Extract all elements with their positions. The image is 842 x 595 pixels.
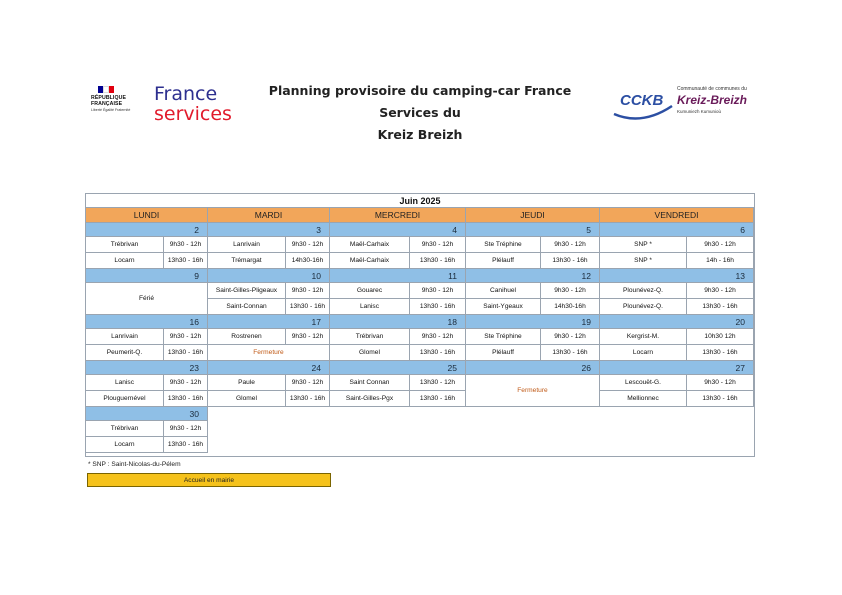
date-cell: 10 xyxy=(208,269,330,283)
slot-hours: 13h30 - 16h xyxy=(286,391,330,407)
slot-place: Plélauff xyxy=(466,253,541,269)
date-cell: 13 xyxy=(600,269,754,283)
slot-place: Trébrivan xyxy=(330,329,410,345)
slot-hours: 13h30 - 16h xyxy=(164,345,208,361)
slot-place: Rostrenen xyxy=(208,329,286,345)
cckb-line2: Kreiz-Breizh xyxy=(677,93,748,107)
slot-hours: 9h30 - 12h xyxy=(286,375,330,391)
slot-place: Mellionnec xyxy=(600,391,687,407)
slot-hours: 13h30 - 16h xyxy=(687,345,754,361)
slot-place: Canihuel xyxy=(466,283,541,299)
legend-accueil-en-mairie: Accueil en mairie xyxy=(87,473,331,487)
slot-place: Lanrivain xyxy=(208,237,286,253)
slot-hours: 9h30 - 12h xyxy=(687,375,754,391)
slot-hours: 13h30 - 12h xyxy=(410,375,466,391)
slot-place: Saint Connan xyxy=(330,375,410,391)
slot-place: Ste Tréphine xyxy=(466,237,541,253)
slot-hours: 10h30 12h xyxy=(687,329,754,345)
slot-hours: 9h30 - 12h xyxy=(164,237,208,253)
calendar-month-title: Juin 2025 xyxy=(86,194,754,208)
date-cell: 5 xyxy=(466,223,600,237)
slot-hours: 13h30 - 16h xyxy=(164,437,208,453)
slot-hours: 14h - 16h xyxy=(687,253,754,269)
slot-place: Lanisc xyxy=(86,375,164,391)
fermeture-cell: Fermeture xyxy=(466,375,600,407)
slot-place: Gouarec xyxy=(330,283,410,299)
slot-place: Plélauff xyxy=(466,345,541,361)
slot-hours: 13h30 - 16h xyxy=(410,299,466,315)
date-cell: 23 xyxy=(86,361,208,375)
slot-place: Saint-Gilles-Pligeaux xyxy=(208,283,286,299)
page-title-line1: Planning provisoire du camping-car France Services du xyxy=(268,83,572,120)
republique-label: RÉPUBLIQUE FRANÇAISE xyxy=(91,95,127,107)
slot-hours: 9h30 - 12h xyxy=(410,283,466,299)
cckb-logo xyxy=(612,84,762,124)
slot-place: Plounévez-Q. xyxy=(600,299,687,315)
slot-place: Ste Tréphine xyxy=(466,329,541,345)
slot-place: Peumerit-Q. xyxy=(86,345,164,361)
slot-hours: 9h30 - 12h xyxy=(286,237,330,253)
slot-hours: 9h30 - 12h xyxy=(164,421,208,437)
france-services-word2: services xyxy=(154,103,232,125)
slot-hours: 14h30-16h xyxy=(286,253,330,269)
slot-place: Plounévez-Q. xyxy=(600,283,687,299)
slot-place: Paule xyxy=(208,375,286,391)
day-header-lundi: LUNDI xyxy=(86,208,208,223)
slot-hours: 9h30 - 12h xyxy=(687,283,754,299)
fermeture-cell: Fermeture xyxy=(208,345,330,361)
slot-place: Lanisc xyxy=(330,299,410,315)
slot-place: Saint-Connan xyxy=(208,299,286,315)
slot-hours: 13h30 - 16h xyxy=(164,253,208,269)
slot-place: Glomel xyxy=(330,345,410,361)
date-cell: 2 xyxy=(86,223,208,237)
slot-place: SNP * xyxy=(600,253,687,269)
date-cell: 24 xyxy=(208,361,330,375)
slot-hours: 9h30 - 12h xyxy=(410,237,466,253)
slot-hours: 9h30 - 12h xyxy=(286,329,330,345)
slot-place: Lanrivain xyxy=(86,329,164,345)
ferie-cell: Férié xyxy=(86,283,208,315)
slot-place: Saint-Ygeaux xyxy=(466,299,541,315)
slot-hours: 9h30 - 12h xyxy=(541,329,600,345)
date-cell: 19 xyxy=(466,315,600,329)
slot-hours: 9h30 - 12h xyxy=(541,237,600,253)
slot-hours: 9h30 - 12h xyxy=(410,329,466,345)
slot-place: Trébrivan xyxy=(86,421,164,437)
date-cell: 12 xyxy=(466,269,600,283)
slot-hours: 13h30 - 16h xyxy=(410,345,466,361)
slot-hours: 13h30 - 16h xyxy=(687,299,754,315)
page-title-line2: Kreiz Breizh xyxy=(377,127,463,142)
date-cell: 18 xyxy=(330,315,466,329)
day-header-mardi: MARDI xyxy=(208,208,330,223)
empty-area xyxy=(208,407,754,455)
date-cell: 26 xyxy=(466,361,600,375)
slot-hours: 14h30-16h xyxy=(541,299,600,315)
date-cell: 17 xyxy=(208,315,330,329)
slot-hours: 9h30 - 12h xyxy=(687,237,754,253)
date-cell: 6 xyxy=(600,223,754,237)
slot-hours: 13h30 - 16h xyxy=(541,253,600,269)
date-cell: 9 xyxy=(86,269,208,283)
day-header-mercredi: MERCREDI xyxy=(330,208,466,223)
slot-place: SNP * xyxy=(600,237,687,253)
page-title xyxy=(240,80,600,146)
slot-place: Locarn xyxy=(600,345,687,361)
republique-motto: Liberté Égalité Fraternité xyxy=(91,108,131,112)
slot-hours: 13h30 - 16h xyxy=(410,253,466,269)
slot-place: Locarn xyxy=(86,253,164,269)
day-header-vendredi: VENDREDI xyxy=(600,208,754,223)
date-cell: 20 xyxy=(600,315,754,329)
footnote: * SNP : Saint-Nicolas-du-Pélem xyxy=(88,461,181,468)
slot-hours: 13h30 - 16h xyxy=(164,391,208,407)
slot-hours: 13h30 - 16h xyxy=(286,299,330,315)
date-cell: 3 xyxy=(208,223,330,237)
slot-place: Plouguernével xyxy=(86,391,164,407)
planning-calendar xyxy=(85,193,755,457)
slot-hours: 9h30 - 12h xyxy=(164,375,208,391)
date-cell: 11 xyxy=(330,269,466,283)
slot-place: Locarn xyxy=(86,437,164,453)
slot-hours: 13h30 - 16h xyxy=(541,345,600,361)
day-header-jeudi: JEUDI xyxy=(466,208,600,223)
slot-hours: 13h30 - 16h xyxy=(687,391,754,407)
slot-hours: 13h30 - 16h xyxy=(410,391,466,407)
slot-place: Maël-Carhaix xyxy=(330,253,410,269)
slot-place: Trémargat xyxy=(208,253,286,269)
slot-hours: 9h30 - 12h xyxy=(286,283,330,299)
marianne-flag-icon xyxy=(98,86,114,93)
slot-hours: 9h30 - 12h xyxy=(541,283,600,299)
slot-place: Kergrist-M. xyxy=(600,329,687,345)
slot-place: Saint-Gilles-Pgx xyxy=(330,391,410,407)
slot-place: Lescouët-G. xyxy=(600,375,687,391)
cckb-line3: Kumuniezh Kumunioù xyxy=(677,109,722,114)
cckb-line1: Communauté de communes du xyxy=(677,86,747,92)
date-cell: 30 xyxy=(86,407,208,421)
date-cell: 4 xyxy=(330,223,466,237)
cckb-acronym: CCKB xyxy=(620,92,664,109)
slot-place: Glomel xyxy=(208,391,286,407)
slot-place: Maël-Carhaix xyxy=(330,237,410,253)
date-cell: 25 xyxy=(330,361,466,375)
france-services-word1: France xyxy=(154,83,218,105)
date-cell: 27 xyxy=(600,361,754,375)
france-services-logo xyxy=(154,84,232,124)
slot-place: Trébrivan xyxy=(86,237,164,253)
date-cell: 16 xyxy=(86,315,208,329)
slot-hours: 9h30 - 12h xyxy=(164,329,208,345)
